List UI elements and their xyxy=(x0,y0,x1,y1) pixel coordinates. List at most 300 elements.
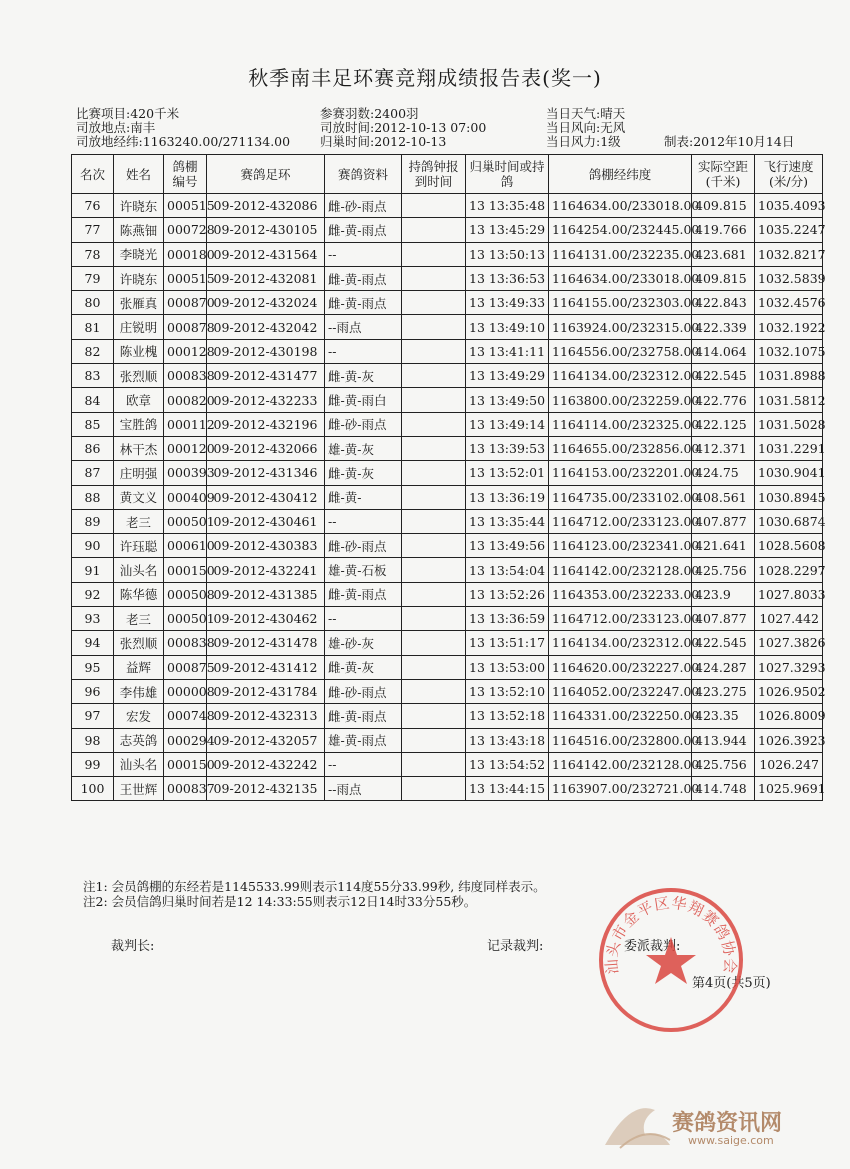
svg-text:汕头市金平区华翔赛鸽协会: 汕头市金平区华翔赛鸽协会 xyxy=(602,893,740,975)
cell-speed: 1026.3923 xyxy=(755,728,823,752)
cell-clock-time xyxy=(402,631,466,655)
cell-ring: 09-2012-431784 xyxy=(207,679,325,703)
meta-entries-label: 参赛羽数: xyxy=(320,106,375,121)
cell-name: 李伟雄 xyxy=(114,679,164,703)
table-row xyxy=(72,364,823,388)
cell-arrival-time: 13 13:41:11 xyxy=(466,339,549,363)
header-arrival-time: 归巢时间或持鸽 xyxy=(466,155,549,194)
cell-name: 许晓东 xyxy=(114,194,164,218)
cell-speed: 1027.8033 xyxy=(755,582,823,606)
cell-arrival-time: 13 13:54:04 xyxy=(466,558,549,582)
cell-name: 林干杰 xyxy=(114,436,164,460)
cell-loft-coords: 1164556.00/232758.00 xyxy=(549,339,692,363)
header-loft-id: 鸽棚编号 xyxy=(164,155,207,194)
cell-loft-id: 000180 xyxy=(164,242,207,266)
table-row xyxy=(72,655,823,679)
header-clock-time: 持鸽钟报到时间 xyxy=(402,155,466,194)
cell-arrival-time: 13 13:52:10 xyxy=(466,679,549,703)
cell-ring: 09-2012-431346 xyxy=(207,461,325,485)
meta-project-value: 420千米 xyxy=(130,106,180,121)
cell-speed: 1025.9691 xyxy=(755,777,823,801)
table-row xyxy=(72,679,823,703)
cell-arrival-time: 13 13:49:29 xyxy=(466,364,549,388)
cell-speed: 1032.1922 xyxy=(755,315,823,339)
cell-loft-coords: 1164155.00/232303.00 xyxy=(549,291,692,315)
cell-loft-id: 000501 xyxy=(164,607,207,631)
cell-distance: 424.75 xyxy=(692,461,755,485)
cell-clock-time xyxy=(402,242,466,266)
cell-pigeon-info: 雌-黄-灰 xyxy=(325,655,402,679)
cell-distance: 423.35 xyxy=(692,704,755,728)
watermark-url: www.saige.com xyxy=(688,1134,774,1147)
cell-loft-coords: 1164735.00/233102.00 xyxy=(549,485,692,509)
cell-speed: 1031.2291 xyxy=(755,436,823,460)
cell-ring: 09-2012-430462 xyxy=(207,607,325,631)
cell-arrival-time: 13 13:52:26 xyxy=(466,582,549,606)
cell-arrival-time: 13 13:36:59 xyxy=(466,607,549,631)
cell-loft-coords: 1164142.00/232128.00 xyxy=(549,752,692,776)
table-row xyxy=(72,728,823,752)
cell-arrival-time: 13 13:49:14 xyxy=(466,412,549,436)
cell-distance: 422.545 xyxy=(692,364,755,388)
cell-arrival-time: 13 13:39:53 xyxy=(466,436,549,460)
header-ring: 赛鸽足环 xyxy=(207,155,325,194)
cell-pigeon-info: 雌-砂-雨点 xyxy=(325,412,402,436)
table-row xyxy=(72,242,823,266)
cell-ring: 09-2012-432242 xyxy=(207,752,325,776)
cell-rank: 88 xyxy=(72,485,114,509)
header-pigeon-info: 赛鸽资料 xyxy=(325,155,402,194)
cell-ring: 09-2012-430105 xyxy=(207,218,325,242)
cell-pigeon-info: 雌-黄-灰 xyxy=(325,364,402,388)
cell-speed: 1035.2247 xyxy=(755,218,823,242)
cell-arrival-time: 13 13:35:48 xyxy=(466,194,549,218)
cell-name: 宝胜鸽 xyxy=(114,412,164,436)
meta-release-coords xyxy=(76,135,290,149)
cell-pigeon-info: --雨点 xyxy=(325,777,402,801)
table-row xyxy=(72,194,823,218)
cell-speed: 1030.8945 xyxy=(755,485,823,509)
header-distance: 实际空距(千米) xyxy=(692,155,755,194)
cell-name: 张烈顺 xyxy=(114,364,164,388)
meta-prepared-label: 制表: xyxy=(664,134,694,149)
cell-clock-time xyxy=(402,194,466,218)
cell-rank: 86 xyxy=(72,436,114,460)
cell-distance: 422.125 xyxy=(692,412,755,436)
table-row xyxy=(72,485,823,509)
table-row xyxy=(72,752,823,776)
cell-name: 张雁真 xyxy=(114,291,164,315)
chief-judge-signature: 裁判长: xyxy=(111,939,155,954)
cell-arrival-time: 13 13:49:10 xyxy=(466,315,549,339)
cell-rank: 87 xyxy=(72,461,114,485)
cell-ring: 09-2012-432024 xyxy=(207,291,325,315)
table-row xyxy=(72,266,823,290)
results-table-body xyxy=(72,194,826,801)
cell-pigeon-info: 雌-砂-雨点 xyxy=(325,194,402,218)
cell-loft-coords: 1164353.00/232233.00 xyxy=(549,582,692,606)
meta-release-coords-label: 司放地经纬: xyxy=(76,134,143,149)
cell-distance: 413.944 xyxy=(692,728,755,752)
cell-rank: 96 xyxy=(72,679,114,703)
cell-clock-time xyxy=(402,558,466,582)
cell-pigeon-info: 雌-黄-灰 xyxy=(325,461,402,485)
table-row xyxy=(72,315,823,339)
cell-name: 益辉 xyxy=(114,655,164,679)
cell-loft-id: 000393 xyxy=(164,461,207,485)
cell-clock-time xyxy=(402,534,466,558)
cell-distance: 408.561 xyxy=(692,485,755,509)
meta-wind-force xyxy=(546,135,621,149)
cell-distance: 424.287 xyxy=(692,655,755,679)
cell-distance: 425.756 xyxy=(692,752,755,776)
cell-loft-id: 000120 xyxy=(164,436,207,460)
cell-loft-coords: 1164131.00/232235.00 xyxy=(549,242,692,266)
table-row xyxy=(72,461,823,485)
cell-rank: 94 xyxy=(72,631,114,655)
cell-distance: 409.815 xyxy=(692,266,755,290)
cell-speed: 1030.6874 xyxy=(755,509,823,533)
cell-loft-coords: 1164254.00/232445.00 xyxy=(549,218,692,242)
table-row xyxy=(72,412,823,436)
cell-loft-coords: 1163907.00/232721.00 xyxy=(549,777,692,801)
meta-release-place-value: 南丰 xyxy=(130,120,156,135)
cell-distance: 425.756 xyxy=(692,558,755,582)
cell-loft-id: 000501 xyxy=(164,509,207,533)
meta-wind-direction-label: 当日风向: xyxy=(546,120,601,135)
cell-rank: 89 xyxy=(72,509,114,533)
cell-loft-id: 000508 xyxy=(164,582,207,606)
cell-ring: 09-2012-431478 xyxy=(207,631,325,655)
cell-distance: 423.681 xyxy=(692,242,755,266)
meta-project xyxy=(76,107,179,121)
cell-arrival-time: 13 13:49:50 xyxy=(466,388,549,412)
cell-ring: 09-2012-432086 xyxy=(207,194,325,218)
cell-loft-id: 000515 xyxy=(164,266,207,290)
cell-ring: 09-2012-432313 xyxy=(207,704,325,728)
cell-clock-time xyxy=(402,461,466,485)
cell-clock-time xyxy=(402,679,466,703)
cell-arrival-time: 13 13:49:56 xyxy=(466,534,549,558)
cell-name: 张烈顺 xyxy=(114,631,164,655)
cell-pigeon-info: 雄-砂-灰 xyxy=(325,631,402,655)
cell-pigeon-info: 雌-黄-雨点 xyxy=(325,582,402,606)
cell-pigeon-info: 雌-砂-雨点 xyxy=(325,534,402,558)
note-2: 注2: 会员信鸽归巢时间若是12 14:33:55则表示12日14时33分55秒。 xyxy=(83,894,477,909)
cell-name: 宏发 xyxy=(114,704,164,728)
cell-name: 王世辉 xyxy=(114,777,164,801)
cell-loft-coords: 1164712.00/233123.00 xyxy=(549,607,692,631)
cell-pigeon-info: -- xyxy=(325,242,402,266)
cell-clock-time xyxy=(402,777,466,801)
cell-clock-time xyxy=(402,752,466,776)
assigned-judge-signature: 委派裁判: xyxy=(624,939,681,954)
cell-clock-time xyxy=(402,218,466,242)
cell-ring: 09-2012-430198 xyxy=(207,339,325,363)
table-row xyxy=(72,582,823,606)
cell-distance: 422.843 xyxy=(692,291,755,315)
meta-weather-label: 当日天气: xyxy=(546,106,601,121)
header-speed: 飞行速度(米/分) xyxy=(755,155,823,194)
table-row xyxy=(72,509,823,533)
cell-arrival-time: 13 13:50:13 xyxy=(466,242,549,266)
cell-name: 庄锐明 xyxy=(114,315,164,339)
cell-name: 许晓东 xyxy=(114,266,164,290)
cell-ring: 09-2012-432066 xyxy=(207,436,325,460)
cell-rank: 84 xyxy=(72,388,114,412)
cell-rank: 80 xyxy=(72,291,114,315)
cell-rank: 81 xyxy=(72,315,114,339)
cell-ring: 09-2012-432057 xyxy=(207,728,325,752)
cell-rank: 95 xyxy=(72,655,114,679)
cell-loft-coords: 1164331.00/232250.00 xyxy=(549,704,692,728)
cell-pigeon-info: 雄-黄-石板 xyxy=(325,558,402,582)
meta-return-time-label: 归巢时间: xyxy=(320,134,375,149)
cell-speed: 1027.3293 xyxy=(755,655,823,679)
page-number: 第4页(共5页) xyxy=(692,976,771,991)
cell-distance: 423.9 xyxy=(692,582,755,606)
cell-arrival-time: 13 13:36:53 xyxy=(466,266,549,290)
cell-pigeon-info: 雄-黄-雨点 xyxy=(325,728,402,752)
cell-pigeon-info: --雨点 xyxy=(325,315,402,339)
meta-weather xyxy=(546,107,625,121)
cell-ring: 09-2012-432081 xyxy=(207,266,325,290)
cell-clock-time xyxy=(402,339,466,363)
cell-name: 汕头名 xyxy=(114,752,164,776)
meta-prepared-value: 2012年10月14日 xyxy=(693,134,795,149)
cell-speed: 1026.247 xyxy=(755,752,823,776)
cell-clock-time xyxy=(402,607,466,631)
cell-distance: 421.641 xyxy=(692,534,755,558)
cell-distance: 419.766 xyxy=(692,218,755,242)
meta-entries xyxy=(320,107,419,121)
cell-speed: 1035.4093 xyxy=(755,194,823,218)
meta-entries-value: 2400羽 xyxy=(374,106,419,121)
cell-arrival-time: 13 13:52:01 xyxy=(466,461,549,485)
meta-wind-direction xyxy=(546,121,625,135)
table-row xyxy=(72,704,823,728)
cell-clock-time xyxy=(402,485,466,509)
cell-loft-id: 000150 xyxy=(164,558,207,582)
cell-arrival-time: 13 13:54:52 xyxy=(466,752,549,776)
cell-speed: 1026.8009 xyxy=(755,704,823,728)
cell-ring: 09-2012-430461 xyxy=(207,509,325,533)
cell-rank: 92 xyxy=(72,582,114,606)
cell-clock-time xyxy=(402,266,466,290)
cell-pigeon-info: -- xyxy=(325,339,402,363)
table-row xyxy=(72,436,823,460)
cell-arrival-time: 13 13:43:18 xyxy=(466,728,549,752)
cell-name: 老三 xyxy=(114,607,164,631)
cell-loft-id: 000878 xyxy=(164,315,207,339)
meta-prepared xyxy=(664,135,794,149)
official-seal-icon xyxy=(596,885,746,1035)
cell-loft-coords: 1164712.00/233123.00 xyxy=(549,509,692,533)
cell-loft-id: 000728 xyxy=(164,218,207,242)
cell-pigeon-info: 雌-黄-雨点 xyxy=(325,704,402,728)
cell-loft-coords: 1163924.00/232315.00 xyxy=(549,315,692,339)
cell-ring: 09-2012-432233 xyxy=(207,388,325,412)
cell-speed: 1032.1075 xyxy=(755,339,823,363)
table-row xyxy=(72,388,823,412)
results-table xyxy=(71,154,826,801)
cell-speed: 1031.5028 xyxy=(755,412,823,436)
cell-name: 李晓光 xyxy=(114,242,164,266)
cell-arrival-time: 13 13:44:15 xyxy=(466,777,549,801)
cell-speed: 1026.9502 xyxy=(755,679,823,703)
meta-project-label: 比赛项目: xyxy=(76,106,131,121)
cell-distance: 422.339 xyxy=(692,315,755,339)
cell-loft-coords: 1164634.00/233018.00 xyxy=(549,194,692,218)
cell-rank: 77 xyxy=(72,218,114,242)
cell-arrival-time: 13 13:45:29 xyxy=(466,218,549,242)
cell-loft-id: 000515 xyxy=(164,194,207,218)
cell-pigeon-info: 雌-砂-雨点 xyxy=(325,679,402,703)
cell-clock-time xyxy=(402,509,466,533)
cell-rank: 83 xyxy=(72,364,114,388)
table-row xyxy=(72,291,823,315)
meta-release-place xyxy=(76,121,155,135)
cell-distance: 409.815 xyxy=(692,194,755,218)
cell-speed: 1032.4576 xyxy=(755,291,823,315)
cell-ring: 09-2012-431385 xyxy=(207,582,325,606)
cell-rank: 76 xyxy=(72,194,114,218)
meta-release-time xyxy=(320,121,486,135)
cell-loft-coords: 1164114.00/232325.00 xyxy=(549,412,692,436)
cell-loft-id: 000008 xyxy=(164,679,207,703)
cell-pigeon-info: 雌-黄-雨点 xyxy=(325,218,402,242)
cell-ring: 09-2012-432196 xyxy=(207,412,325,436)
cell-distance: 422.545 xyxy=(692,631,755,655)
cell-rank: 90 xyxy=(72,534,114,558)
meta-weather-value: 晴天 xyxy=(600,106,626,121)
cell-rank: 97 xyxy=(72,704,114,728)
cell-clock-time xyxy=(402,436,466,460)
watermark-text: 赛鸽资讯网 xyxy=(672,1111,783,1136)
cell-ring: 09-2012-431477 xyxy=(207,364,325,388)
cell-rank: 85 xyxy=(72,412,114,436)
cell-pigeon-info: 雌-黄-雨点 xyxy=(325,291,402,315)
cell-loft-id: 000838 xyxy=(164,364,207,388)
cell-clock-time xyxy=(402,364,466,388)
cell-distance: 414.064 xyxy=(692,339,755,363)
meta-wind-force-label: 当日风力: xyxy=(546,134,601,149)
cell-loft-coords: 1164142.00/232128.00 xyxy=(549,558,692,582)
cell-loft-coords: 1164134.00/232312.00 xyxy=(549,364,692,388)
cell-rank: 100 xyxy=(72,777,114,801)
cell-name: 庄明强 xyxy=(114,461,164,485)
cell-ring: 09-2012-431564 xyxy=(207,242,325,266)
cell-pigeon-info: -- xyxy=(325,607,402,631)
cell-name: 黄文义 xyxy=(114,485,164,509)
cell-distance: 423.275 xyxy=(692,679,755,703)
cell-distance: 414.748 xyxy=(692,777,755,801)
table-row xyxy=(72,607,823,631)
cell-rank: 79 xyxy=(72,266,114,290)
cell-pigeon-info: 雌-黄- xyxy=(325,485,402,509)
cell-arrival-time: 13 13:36:19 xyxy=(466,485,549,509)
cell-name: 陈燕钿 xyxy=(114,218,164,242)
cell-loft-coords: 1164620.00/232227.00 xyxy=(549,655,692,679)
cell-speed: 1032.5839 xyxy=(755,266,823,290)
table-row xyxy=(72,339,823,363)
cell-loft-coords: 1164516.00/232800.00 xyxy=(549,728,692,752)
table-row xyxy=(72,777,823,801)
cell-name: 陈华德 xyxy=(114,582,164,606)
cell-loft-id: 000748 xyxy=(164,704,207,728)
cell-ring: 09-2012-432241 xyxy=(207,558,325,582)
cell-loft-id: 000875 xyxy=(164,655,207,679)
cell-speed: 1032.8217 xyxy=(755,242,823,266)
cell-loft-id: 000610 xyxy=(164,534,207,558)
cell-ring: 09-2012-430383 xyxy=(207,534,325,558)
cell-clock-time xyxy=(402,582,466,606)
cell-loft-id: 000128 xyxy=(164,339,207,363)
record-judge-signature: 记录裁判: xyxy=(487,939,544,954)
cell-loft-coords: 1164153.00/232201.00 xyxy=(549,461,692,485)
cell-name: 志英鸽 xyxy=(114,728,164,752)
cell-loft-id: 000112 xyxy=(164,412,207,436)
cell-speed: 1030.9041 xyxy=(755,461,823,485)
cell-loft-id: 000820 xyxy=(164,388,207,412)
cell-arrival-time: 13 13:49:33 xyxy=(466,291,549,315)
cell-loft-id: 000409 xyxy=(164,485,207,509)
table-row xyxy=(72,534,823,558)
report-title: 秋季南丰足环赛竞翔成绩报告表(奖一) xyxy=(248,66,602,90)
cell-clock-time xyxy=(402,728,466,752)
cell-rank: 93 xyxy=(72,607,114,631)
cell-pigeon-info: 雄-黄-灰 xyxy=(325,436,402,460)
cell-loft-coords: 1164134.00/232312.00 xyxy=(549,631,692,655)
header-loft-coords: 鸽棚经纬度 xyxy=(549,155,692,194)
cell-pigeon-info: 雌-黄-雨白 xyxy=(325,388,402,412)
cell-clock-time xyxy=(402,388,466,412)
table-row xyxy=(72,218,823,242)
cell-rank: 82 xyxy=(72,339,114,363)
cell-loft-coords: 1164123.00/232341.00 xyxy=(549,534,692,558)
cell-pigeon-info: 雌-黄-雨点 xyxy=(325,266,402,290)
meta-wind-direction-value: 无风 xyxy=(600,120,626,135)
meta-release-coords-value: 1163240.00/271134.00 xyxy=(142,134,291,149)
cell-distance: 407.877 xyxy=(692,607,755,631)
cell-speed: 1028.5608 xyxy=(755,534,823,558)
cell-speed: 1027.3826 xyxy=(755,631,823,655)
table-header-row xyxy=(72,155,823,194)
cell-rank: 91 xyxy=(72,558,114,582)
cell-pigeon-info: -- xyxy=(325,509,402,533)
cell-loft-coords: 1164655.00/232856.00 xyxy=(549,436,692,460)
header-rank: 名次 xyxy=(72,155,114,194)
meta-return-time xyxy=(320,135,446,149)
cell-clock-time xyxy=(402,291,466,315)
notes xyxy=(83,879,546,909)
cell-speed: 1028.2297 xyxy=(755,558,823,582)
meta-return-time-value: 2012-10-13 xyxy=(374,134,447,149)
meta-wind-force-value: 1级 xyxy=(600,134,621,149)
cell-loft-id: 000150 xyxy=(164,752,207,776)
table-row xyxy=(72,558,823,582)
meta-release-time-label: 司放时间: xyxy=(320,120,375,135)
cell-rank: 99 xyxy=(72,752,114,776)
cell-ring: 09-2012-432135 xyxy=(207,777,325,801)
cell-distance: 407.877 xyxy=(692,509,755,533)
cell-arrival-time: 13 13:51:17 xyxy=(466,631,549,655)
cell-name: 陈业槐 xyxy=(114,339,164,363)
cell-speed: 1031.8988 xyxy=(755,364,823,388)
cell-loft-id: 000870 xyxy=(164,291,207,315)
meta-release-time-value: 2012-10-13 07:00 xyxy=(374,120,487,135)
cell-loft-coords: 1164052.00/232247.00 xyxy=(549,679,692,703)
